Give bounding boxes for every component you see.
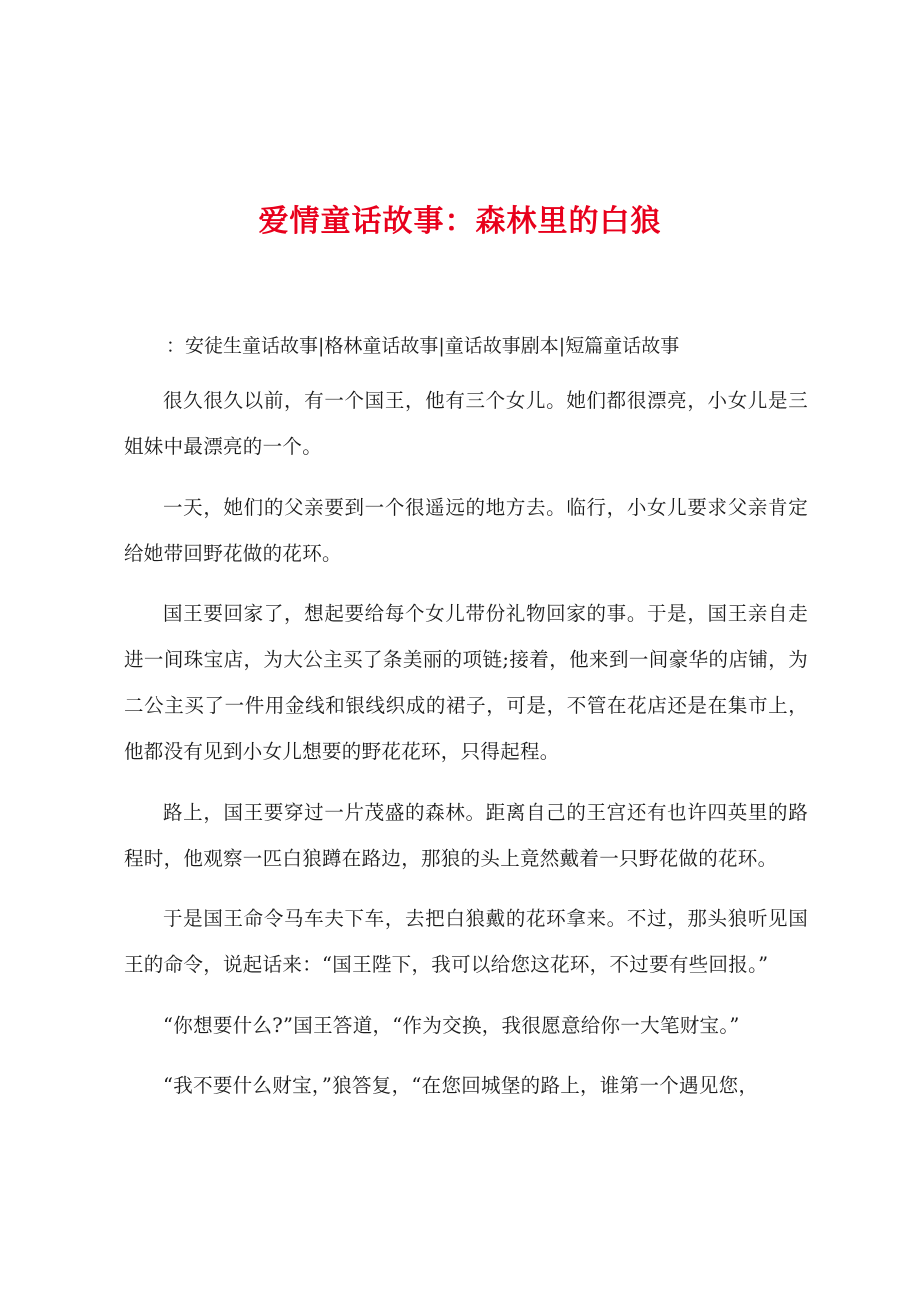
- paragraph-6: “你想要什么?”国王答道，“作为交换，我很愿意给你一大笔财宝。”: [163, 1013, 740, 1037]
- document-title: 爱情童话故事：森林里的白狼: [258, 204, 662, 239]
- paragraph-5: 于是国王命令马车夫下车，去把白狼戴的花环拿来。不过，那头狼听见国王的命令，说起话来：“国王陛下，我可以给您这花环，不过要有些回报。”: [124, 907, 808, 976]
- paragraph-4: 路上，国王要穿过一片茂盛的森林。距离自己的王宫还有也许四英里的路程时，他观察一匹白狼蹲在路边，那狼的头上竟然戴着一只野花做的花环。: [124, 800, 808, 870]
- tags-line: ：安徒生童话故事|格林童话故事|童话故事剧本|短篇童话故事: [166, 335, 680, 357]
- paragraph-1: 很久很久以前，有一个国王，他有三个女儿。她们都很漂亮，小女儿是三姐妹中最漂亮的一个。: [124, 389, 808, 458]
- paragraph-7: “我不要什么财宝，”狼答复，“在您回城堡的路上，谁第一个遇见您，: [163, 1074, 759, 1097]
- document-body: [124, 378, 808, 1124]
- paragraph-3: 国王要回家了，想起要给每个女儿带份礼物回家的事。于是，国王亲自走进一间珠宝店，为大公主买了条美丽的项链;接着，他来到一间豪华的店铺，为二公主买了一件用金线和银线织成的裙子，可是，不管在花店还是在集市上，他都没有见到小女儿想要的野花花环，只得起程。: [124, 602, 808, 763]
- paragraph-2: 一天，她们的父亲要到一个很遥远的地方去。临行，小女儿要求父亲肯定给她带回野花做的花环。: [124, 495, 808, 565]
